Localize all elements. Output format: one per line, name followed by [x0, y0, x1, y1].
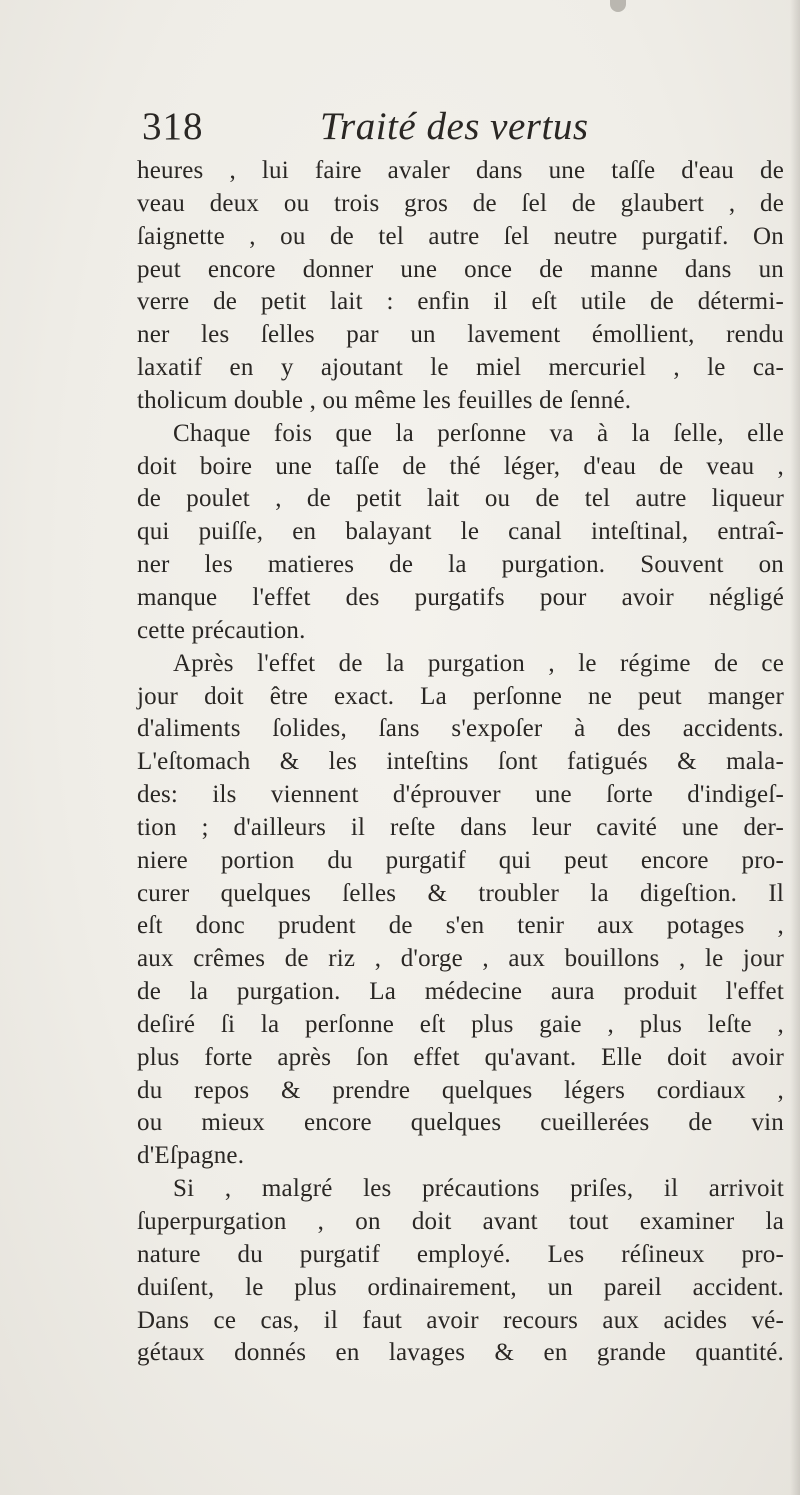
- paragraph-start-line: Chaque fois que la perſonne va à la ſelle, elle: [173, 419, 784, 447]
- text-line: peut encore donner une once de manne dans un: [137, 255, 784, 283]
- text-line: nature du purgatif employé. Les réſineux pro-: [137, 1240, 784, 1268]
- text-line: jour doit être exact. La perſonne ne peut manger: [137, 682, 784, 710]
- text-line: de la purgation. La médecine aura produit l'effet: [137, 978, 784, 1006]
- text-line: plus forte après ſon effet qu'avant. Elle doit avoir: [137, 1043, 784, 1071]
- text-line: manque l'effet des purgatifs pour avoir négligé: [137, 583, 784, 611]
- text-line: du repos & prendre quelques légers cordiaux ,: [137, 1076, 784, 1104]
- text-line: de poulet , de petit lait ou de tel autre liqueur: [137, 485, 784, 513]
- text-line: Dans ce cas, il faut avoir recours aux acides vé-: [137, 1306, 784, 1334]
- text-line: L'eſtomach & les inteſtins ſont fatigués & mala-: [137, 748, 784, 776]
- paragraph-start-line: Après l'effet de la purgation , le régime de ce: [173, 649, 784, 677]
- text-line: aux crêmes de riz , d'orge , aux bouillons , le jour: [137, 945, 784, 973]
- page-edge-shadow: [790, 0, 800, 1495]
- text-line: verre de petit lait : enfin il eſt utile de détermi-: [137, 288, 784, 316]
- paragraph-start-line: Si , malgré les précautions priſes, il arrivoit: [173, 1175, 784, 1203]
- text-line: duiſent, le plus ordinairement, un pareil accident.: [137, 1273, 784, 1301]
- ink-blot: [610, 0, 626, 12]
- text-line: deſiré ſi la perſonne eſt plus gaie , plus leſte ,: [137, 1010, 784, 1038]
- text-line: eſt donc prudent de s'en tenir aux potages ,: [137, 912, 784, 940]
- page-number: 318: [142, 105, 204, 148]
- text-line: cette précaution.: [137, 616, 306, 644]
- text-line: des: ils viennent d'éprouver une ſorte d'indigeſ-: [137, 781, 784, 809]
- text-line: doit boire une taſſe de thé léger, d'eau de veau ,: [137, 452, 784, 480]
- text-line: heures , lui faire avaler dans une taſſe d'eau de: [137, 157, 784, 184]
- text-line: ſuperpurgation , on doit avant tout examiner la: [137, 1208, 784, 1235]
- text-line: d'aliments ſolides, ſans s'expoſer à des accidents.: [137, 715, 784, 743]
- text-line: ner les ſelles par un lavement émollient, rendu: [137, 321, 784, 349]
- text-line: curer quelques ſelles & troubler la digeſtion. Il: [137, 879, 784, 907]
- text-line: veau deux ou trois gros de ſel de glaubert , de: [137, 189, 784, 217]
- text-line: ner les matieres de la purgation. Souvent on: [137, 551, 784, 579]
- text-line: qui puiſſe, en balayant le canal inteſtinal, entraî-: [137, 518, 784, 546]
- page-header: [142, 102, 782, 152]
- text-line: d'Eſpagne.: [137, 1142, 245, 1170]
- body-text: [137, 155, 784, 1370]
- text-line: gétaux donnés en lavages & en grande quantité.: [137, 1339, 784, 1367]
- running-title: Traité des vertus: [320, 105, 589, 148]
- text-line: ſaignette , ou de tel autre ſel neutre purgatif. On: [137, 222, 784, 250]
- text-line: tion ; d'ailleurs il reſte dans leur cavité une der-: [137, 813, 784, 841]
- text-line: niere portion du purgatif qui peut encore pro-: [137, 846, 784, 874]
- text-line: laxatif en y ajoutant le miel mercuriel , le ca-: [137, 354, 784, 382]
- text-line: ou mieux encore quelques cueillerées de vin: [137, 1109, 784, 1137]
- text-line: tholicum double , ou même les feuilles de ſenné.: [137, 386, 632, 414]
